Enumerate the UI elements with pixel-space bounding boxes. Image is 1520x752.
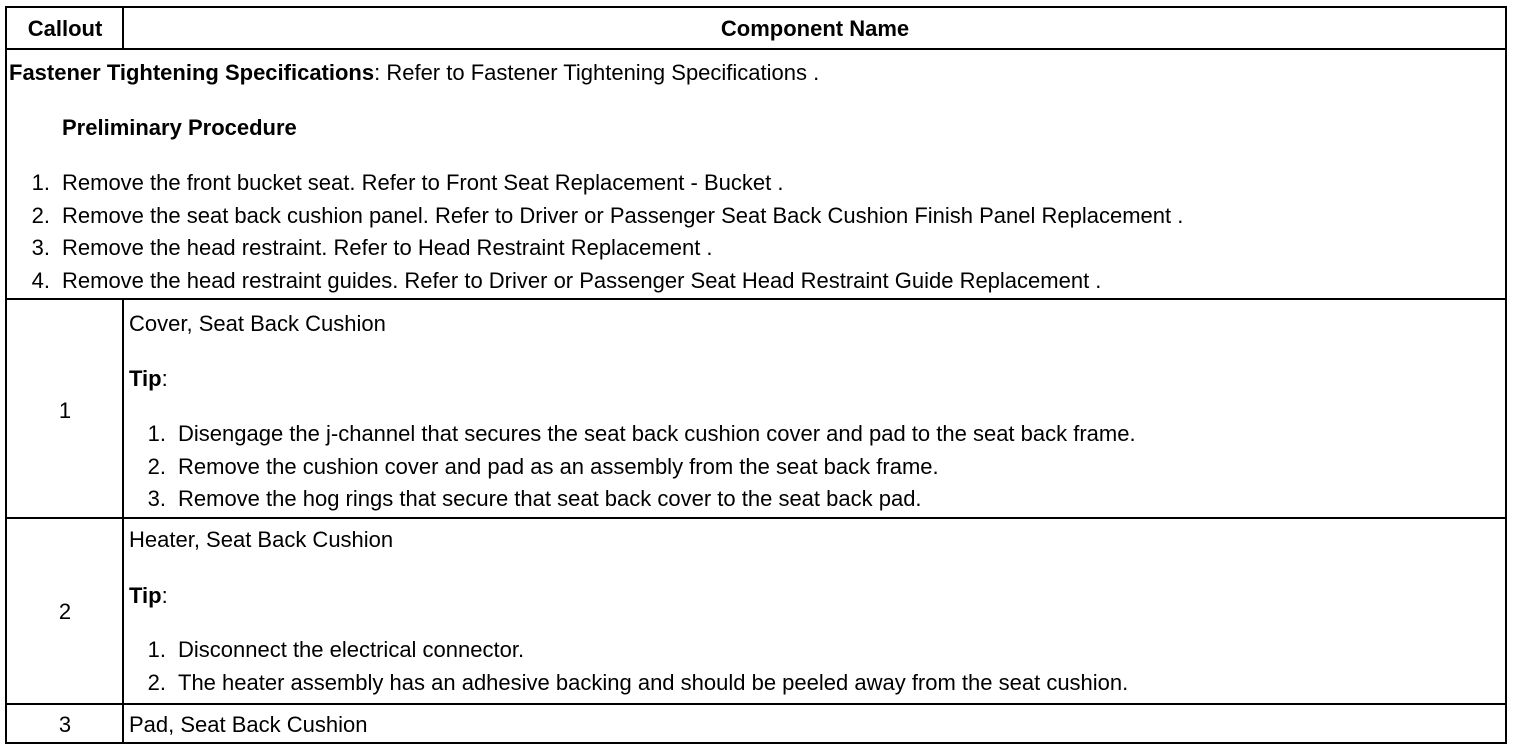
- header-callout: Callout: [27, 16, 103, 41]
- divider-v-header: [122, 8, 124, 48]
- component-name-3: Pad, Seat Back Cushion: [129, 712, 368, 737]
- tip-line-1: Tip:: [129, 366, 168, 391]
- fastener-spec-line: [9, 60, 819, 86]
- preliminary-procedure-heading: Preliminary Procedure: [62, 115, 297, 140]
- tip-label-1: Tip: [129, 366, 162, 391]
- fastener-spec-label: Fastener Tightening Specifications: [9, 60, 375, 85]
- component-name-2: Heater, Seat Back Cushion: [129, 527, 394, 552]
- divider-h-row1: [7, 517, 1505, 519]
- component-table: Callout Component Name Fastener Tightening Specifications: Refer to Fastener Tightening Specifications . Preliminary Procedure 1. Remove the front bucket seat. Refer to Front Seat Replacement - Bucket . 2. Remove the seat back cushion panel. Refer to Driver or Passenger Seat Back Cushion Finish Panel Replacement . 3. Remove the head restraint. Refer to Head Restraint Replacement . 4. Remove the head restraint guides. Refer to Driver or Passenger Seat Head Restraint Guide Replacement . 1 Cover, Seat Back Cushion Tip: 1. Disengage the j-channel that secures the seat back cushion cover and pad to the seat back frame. 2. Remove the cushion cover and pad as an assembly from the seat back frame. 3. Remove the hog rings that secure that seat back cover to the seat back pad. 2 Heater, Seat Back Cushion Tip: 1. Disconnect the electrical connector. 2. The heater assembly has an adhesive backing and should be peeled away from the seat cushion. 3 Pad, Seat Back Cushion: [5, 6, 1507, 744]
- component-name-1: Cover, Seat Back Cushion: [129, 311, 386, 336]
- callout-1: 1: [58, 398, 72, 423]
- divider-h-intro: [7, 298, 1505, 300]
- callout-2: 2: [58, 599, 72, 624]
- fastener-spec-text: : Refer to Fastener Tightening Specifications .: [374, 60, 820, 85]
- tip-label-2: Tip: [129, 583, 162, 608]
- header-component-name: Component Name: [720, 16, 910, 41]
- divider-h-header: [7, 48, 1505, 50]
- callout-3: 3: [58, 712, 72, 737]
- divider-h-row2: [7, 703, 1505, 705]
- tip-line-2: Tip:: [129, 583, 168, 608]
